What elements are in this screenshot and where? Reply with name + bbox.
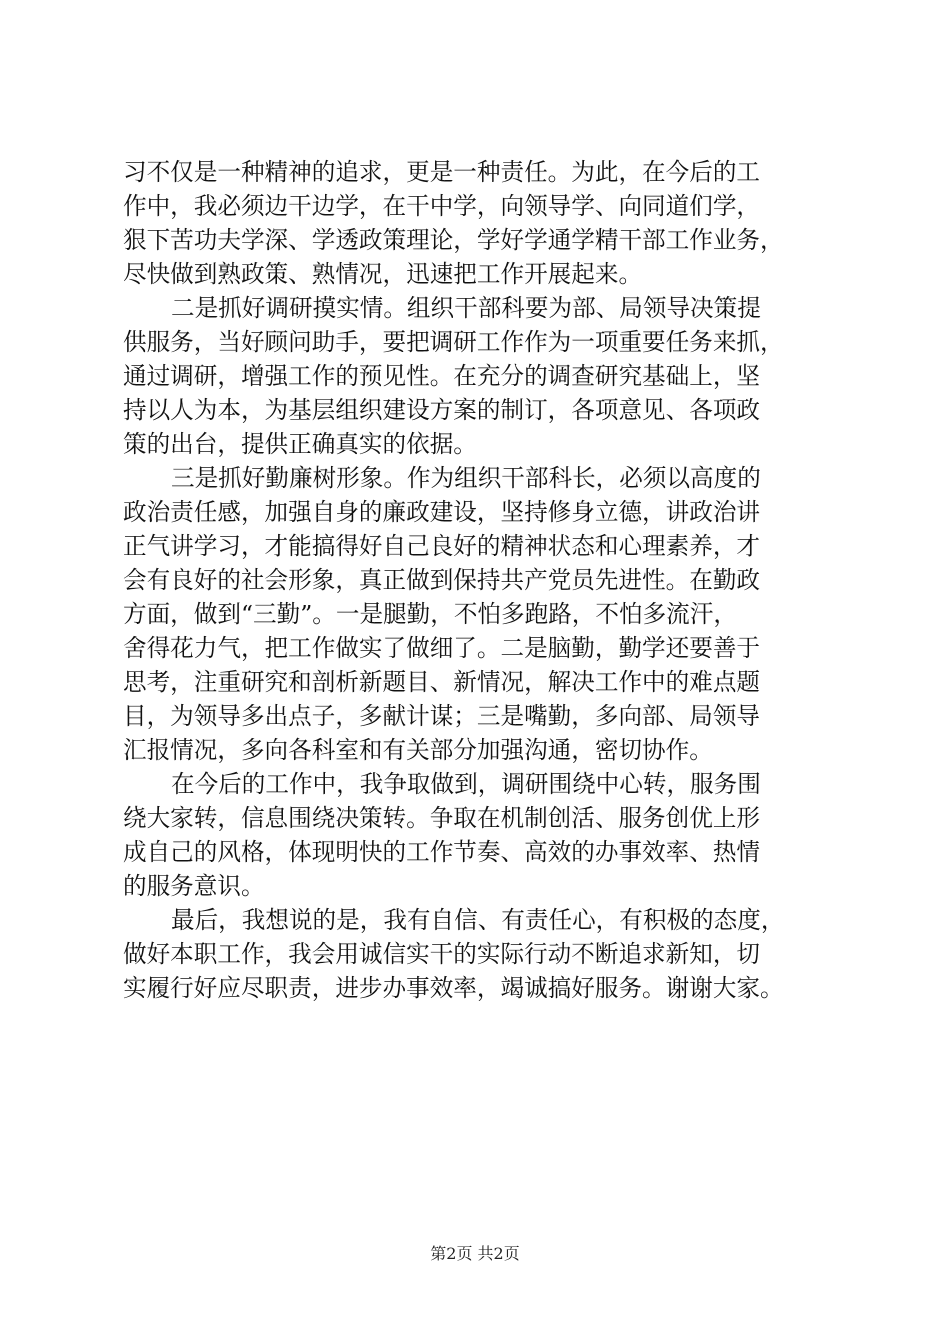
body-text [123,155,843,1005]
text-line: 三是抓好勤廉树形象。作为组织干部科长，必须以高度的 [171,464,761,492]
text-line: 政治责任感，加强自身的廉政建设，坚持修身立德，讲政治讲 [123,498,761,526]
text-line: 做好本职工作，我会用诚信实干的实际行动不断追求新知，切 [123,940,761,968]
text-line: 汇报情况，多向各科室和有关部分加强沟通，密切协作。 [123,736,713,764]
text-line: 在今后的工作中，我争取做到，调研围绕中心转，服务围 [171,770,761,798]
text-line: 供服务，当好顾问助手，要把调研工作作为一项重要任务来抓， [123,328,784,356]
text-line: 作中，我必须边干边学，在干中学，向领导学、向同道们学， [123,192,761,220]
text-line: 狠下苦功夫学深、学透政策理论，学好学通学精干部工作业务， [123,226,784,254]
page-number-footer: 第2页 共2页 [430,1244,520,1263]
text-line: 成自己的风格，体现明快的工作节奏、高效的办事效率、热情 [123,838,761,866]
text-line: 思考，注重研究和剖析新题目、新情况，解决工作中的难点题 [123,668,761,696]
text-line: 绕大家转，信息围绕决策转。争取在机制创活、服务创优上形 [123,804,761,832]
text-line: 习不仅是一种精神的追求，更是一种责任。为此，在今后的工 [123,158,761,186]
text-line: 尽快做到熟政策、熟情况，迅速把工作开展起来。 [123,260,643,288]
text-line: 舍得花力气，把工作做实了做细了。二是脑勤，勤学还要善于 [123,634,761,662]
text-line: 方面，做到“三勤”。一是腿勤，不怕多跑路，不怕多流汗， [123,600,737,628]
text-line: 目，为领导多出点子，多献计谋；三是嘴勤，多向部、局领导 [123,702,761,730]
text-line: 二是抓好调研摸实情。组织干部科要为部、局领导决策提 [171,294,761,322]
text-line: 会有良好的社会形象，真正做到保持共产党员先进性。在勤政 [123,566,761,594]
text-line: 通过调研，增强工作的预见性。在充分的调查研究基础上，坚 [123,362,761,390]
text-line: 策的出台，提供正确真实的依据。 [123,430,477,458]
text-line: 正气讲学习，才能搞得好自己良好的精神状态和心理素养，才 [123,532,761,560]
text-line: 实履行好应尽职责，进步办事效率，竭诚搞好服务。谢谢大家。 [123,974,784,1002]
text-line: 持以人为本，为基层组织建设方案的制订，各项意见、各项政 [123,396,761,424]
text-line: 的服务意识。 [123,872,265,900]
text-line: 最后，我想说的是，我有自信、有责任心，有积极的态度， [171,906,785,934]
